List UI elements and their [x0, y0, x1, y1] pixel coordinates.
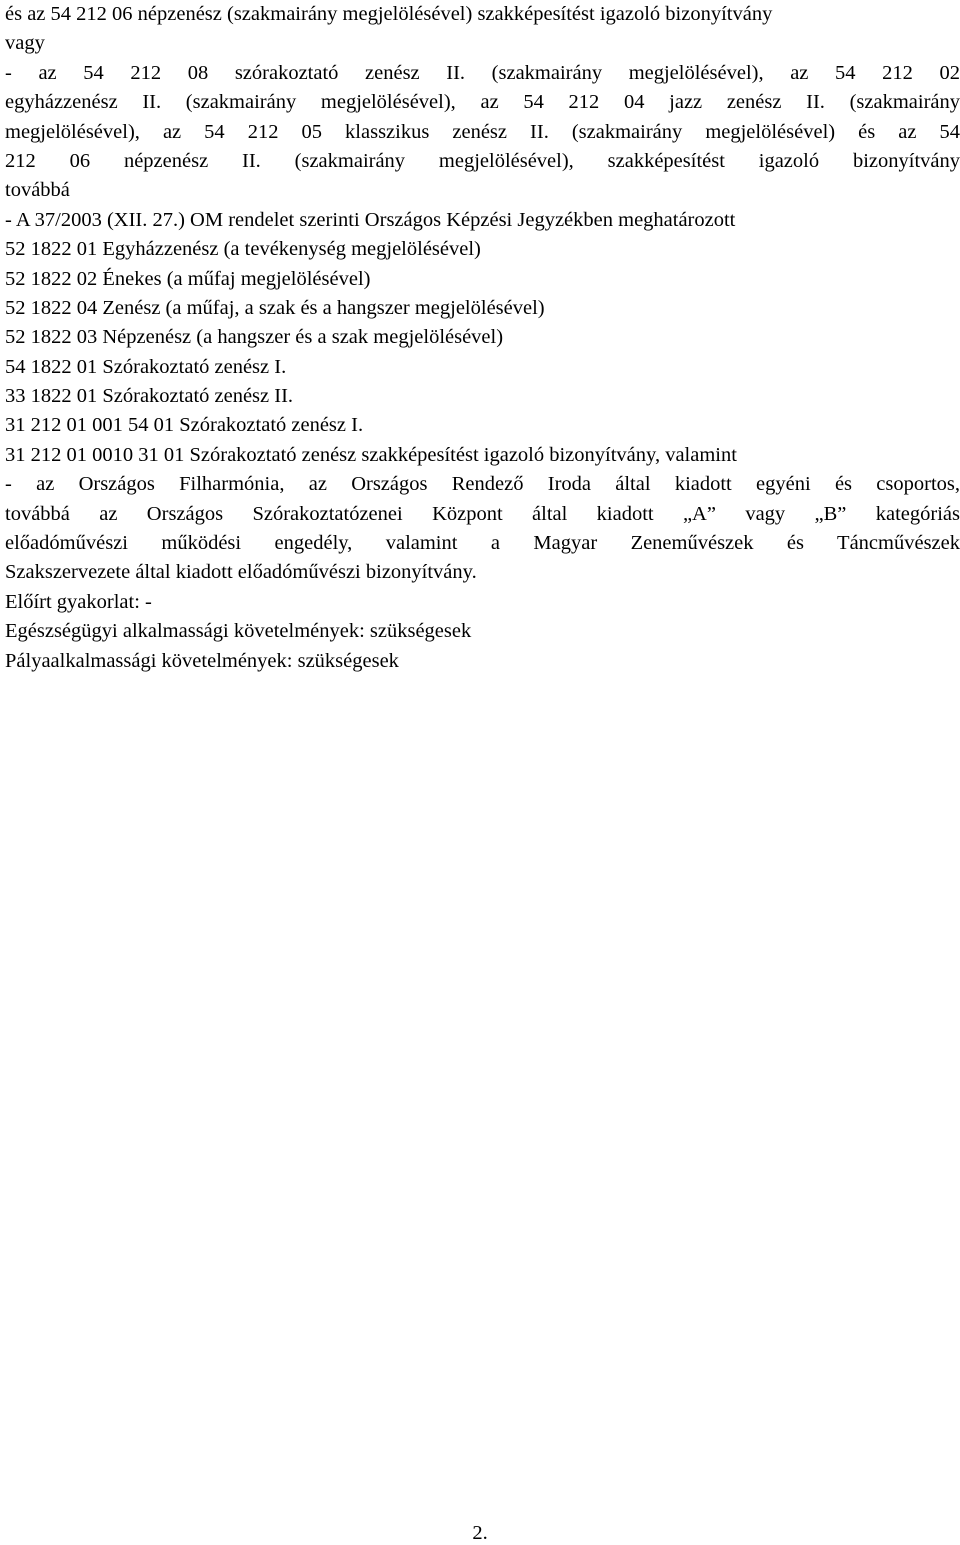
text-line: Egészségügyi alkalmassági követelmények: szükségesek [5, 620, 472, 643]
text-line: előadóművészi működési engedély, valamint a Magyar Zeneművészek és Táncművészek [5, 532, 960, 555]
text-line: egyházzenész II. (szakmairány megjelölésével), az 54 212 04 jazz zenész II. (szakmairány [5, 91, 960, 114]
text-line: Előírt gyakorlat: - [5, 590, 152, 613]
text-line: továbbá az Országos Szórakoztatózenei Központ által kiadott „A” vagy „B” kategóriás [5, 502, 960, 525]
text-line: továbbá [5, 179, 70, 202]
text-line: 31 212 01 001 54 01 Szórakoztató zenész I. [5, 414, 364, 437]
text-line: - A 37/2003 (XII. 27.) OM rendelet szerinti Országos Képzési Jegyzékben meghatározott [5, 208, 736, 231]
text-line: Szakszervezete által kiadott előadóművészi bizonyítvány. [5, 561, 477, 584]
text-line: - az Országos Filharmónia, az Országos Rendező Iroda által kiadott egyéni és csoportos, [5, 473, 960, 496]
text-line: 52 1822 04 Zenész (a műfaj, a szak és a hangszer megjelölésével) [5, 296, 545, 319]
text-line: 54 1822 01 Szórakoztató zenész I. [5, 355, 287, 378]
text-line: vagy [5, 32, 45, 55]
text-line: 212 06 népzenész II. (szakmairány megjelölésével), szakképesítést igazoló bizonyítvány [5, 149, 960, 172]
page-number: 2. [472, 1522, 488, 1544]
text-line: 33 1822 01 Szórakoztató zenész II. [5, 385, 294, 408]
text-line: 52 1822 03 Népzenész (a hangszer és a szak megjelölésével) [5, 326, 504, 349]
document-page [5, 0, 960, 676]
text-line: Pályaalkalmassági követelmények: szükségesek [5, 649, 399, 672]
text-line: - az 54 212 08 szórakoztató zenész II. (szakmairány megjelölésével), az 54 212 02 [5, 61, 960, 84]
text-line: 31 212 01 0010 31 01 Szórakoztató zenész szakképesítést igazoló bizonyítvány, valamint [5, 443, 737, 466]
text-line: és az 54 212 06 népzenész (szakmairány megjelölésével) szakképesítést igazoló bizonyítvány [5, 3, 773, 25]
text-line: 52 1822 02 Énekes (a műfaj megjelölésével) [5, 267, 371, 290]
text-line: megjelölésével), az 54 212 05 klasszikus zenész II. (szakmairány megjelölésével) és az 54 [5, 120, 960, 143]
text-line: 52 1822 01 Egyházzenész (a tevékenység megjelölésével) [5, 238, 481, 261]
